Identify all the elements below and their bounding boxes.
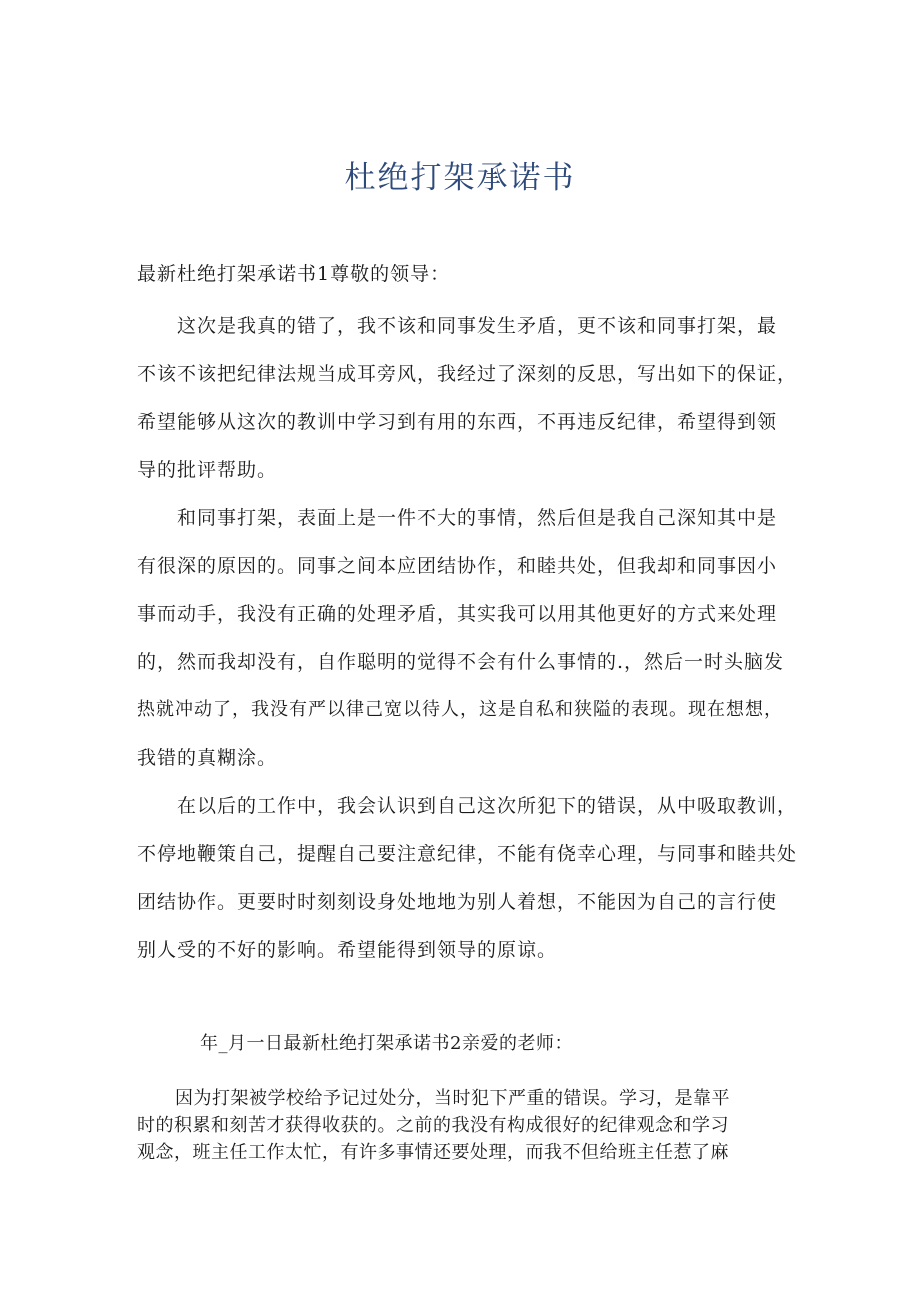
- section1-p3-line2: 不停地鞭策自己，提醒自己要注意纪律，不能有侥幸心理，与同事和睦共处: [137, 843, 798, 865]
- section1-p2-line6: 我错的真糊涂。: [137, 747, 278, 769]
- section1-p2-line3: 事而动手，我没有正确的处理矛盾，其实我可以用其他更好的方式来处理: [137, 603, 778, 625]
- section1-p2-line4: 的，然而我却没有，自作聪明的觉得不会有什么事情的.，然后一时头脑发: [137, 651, 785, 673]
- section1-p1-line3: 希望能够从这次的教训中学习到有用的东西，不再违反纪律，希望得到领: [137, 411, 778, 433]
- section1-p3-line3: 团结协作。更要时时刻刻设身处地地为别人着想，不能因为自己的言行使: [137, 891, 778, 913]
- section1-p3-line1: 在以后的工作中，我会认识到自己这次所犯下的错误，从中吸取教训，: [177, 795, 798, 817]
- section1-p2-line1: 和同事打架，表面上是一件不大的事情，然后但是我自己深知其中是: [177, 507, 778, 529]
- section2-heading: 年_月一日最新杜绝打架承诺书2亲爱的老师：: [200, 1033, 573, 1054]
- document-title: 杜绝打架承诺书: [344, 160, 576, 196]
- section1-p1-line2: 不该不该把纪律法规当成耳旁风，我经过了深刻的反思，写出如下的保证，: [137, 363, 798, 385]
- section1-p2-line5: 热就冲动了，我没有严以律己宽以待人，这是自私和狭隘的表现。现在想想，: [137, 699, 783, 720]
- section2-p1-line2: 时的积累和刻苦才获得收获的。之前的我没有构成很好的纪律观念和学习: [137, 1115, 729, 1136]
- section1-p1-line1: 这次是我真的错了，我不该和同事发生矛盾，更不该和同事打架，最: [177, 315, 778, 337]
- section1-heading: 最新杜绝打架承诺书1尊敬的领导：: [137, 263, 451, 285]
- section1-p2-line2: 有很深的原因的。同事之间本应团结协作，和睦共处，但我却和同事因小: [137, 555, 778, 577]
- section1-p1-line4: 导的批评帮助。: [137, 459, 278, 481]
- section1-p3-line4: 别人受的不好的影响。希望能得到领导的原谅。: [137, 939, 558, 961]
- section2-p1-line3: 观念，班主任工作太忙，有许多事情还要处理，而我不但给班主任惹了麻: [137, 1142, 729, 1163]
- section2-p1-line1: 因为打架被学校给予记过处分，当时犯下严重的错误。学习，是靠平: [175, 1088, 730, 1109]
